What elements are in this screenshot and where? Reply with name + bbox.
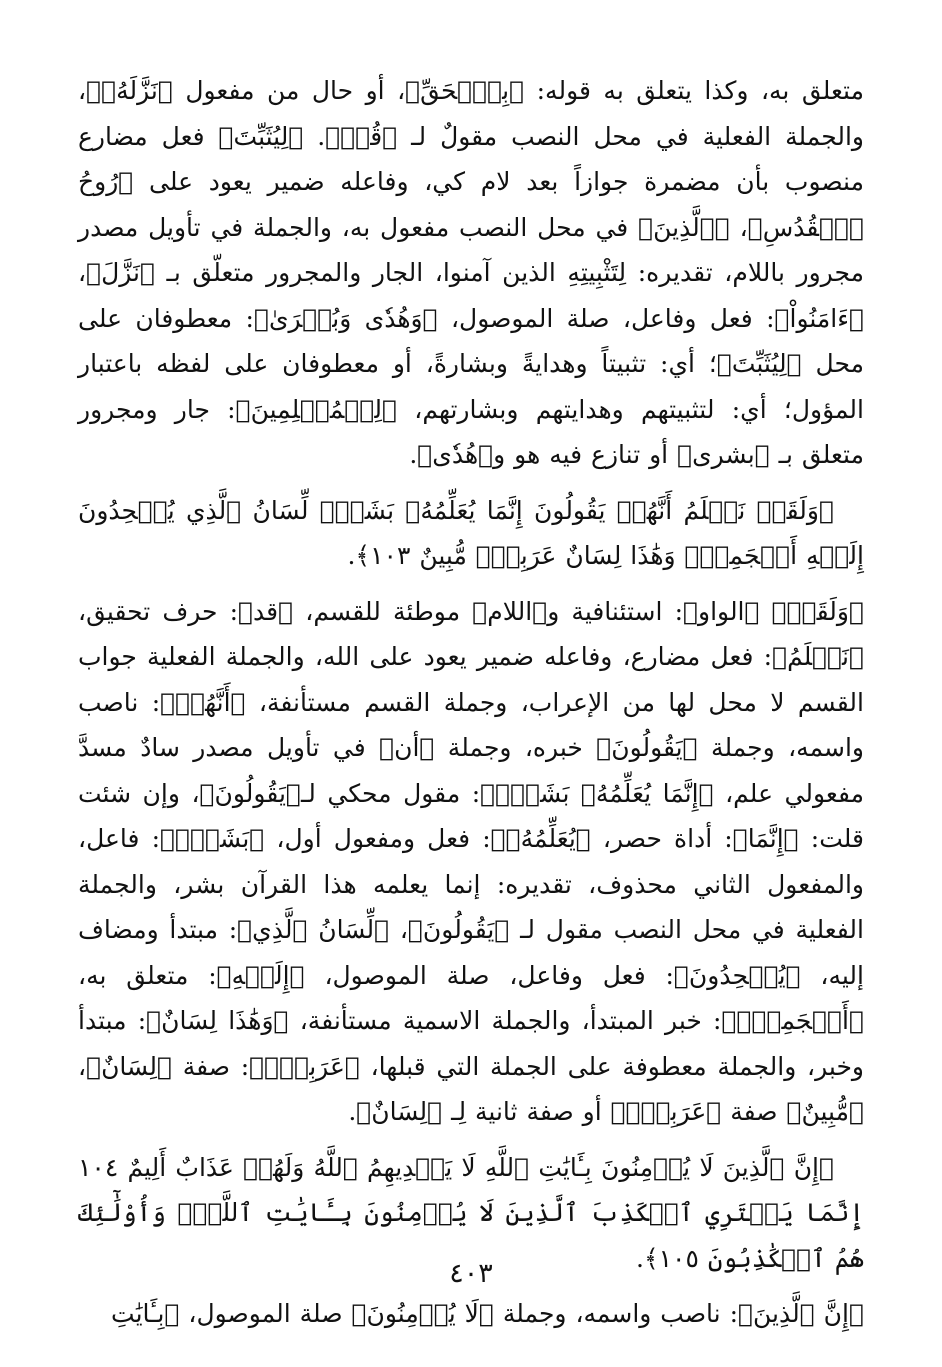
page-body: [78, 68, 864, 1337]
page-number: ٤٠٣: [449, 1258, 493, 1289]
commentary-paragraph-3: ﴿إِنَّ ٱلَّذِينَ﴾: ناصب واسمه، وجملة ﴿لَا يُؤۡمِنُونَ﴾ صلة الموصول، ﴿بِـَٔايَٰتِ: [111, 1299, 864, 1328]
commentary-paragraph-1: متعلق به، وكذا يتعلق به قوله: ﴿بِٱلۡحَقِّ﴾، أو حال من مفعول ﴿نَزَّلَهُۥ﴾، والجملة الفعلية في محل النصب مقولٌ لـ ﴿قُلۡ﴾. ﴿لِيُثَبِّتَ﴾ فعل مضارع منصوب بأن مضمرة جوازاً بعد لام كي، وفاعله ضمير يعود على ﴿رُوحُ ٱلۡقُدُسِ﴾، ﴿ٱلَّذِينَ﴾ في محل النصب مفعول به، والجملة في تأويل مصدر مجرور باللام، تقديره: لِتَثْبِيتِهِ الذين آمنوا، الجار والمجرور متعلّق بـ ﴿نَزَّلَ﴾، ﴿ءَامَنُواْ﴾: فعل وفاعل، صلة الموصول، ﴿وَهُدٗى وَبُشۡرَىٰ﴾: معطوفان على محل ﴿لِيُثَبِّتَ﴾؛ أي: تثبيتاً وهدايةً وبشارةً، أو معطوفان على لفظه باعتبار المؤول؛ أي: لتثبيتهم وهدايتهم وبشارتهم، ﴿لِلۡمُسۡلِمِينَ﴾: جار ومجرور متعلق بـ ﴿بشرى﴾ أو تنازع فيه هو و﴿هُدٗى﴾.: [78, 76, 864, 469]
paragraph-gap: [78, 478, 864, 488]
quran-verse-104-105: ﴿إِنَّ ٱلَّذِينَ لَا يُؤۡمِنُونَ بِـَٔايَٰتِ ٱللَّهِ لَا يَهۡدِيهِمُ ٱللَّهُ وَلَهُمۡ عَذَابٌ أَلِيمٌ ١٠٤ إِنَّمَا يَفۡتَرِي ٱلۡكَذِبَ ٱلَّذِينَ لَا يُؤۡمِنُونَ بِـَٔايَٰتِ ٱللَّهِۖ وَأُوْلَٰٓئِكَ هُمُ ٱلۡكَٰذِبُونَ ١٠٥﴾.: [78, 1152, 864, 1273]
paragraph-gap: [78, 1135, 864, 1145]
paragraph-gap: [78, 579, 864, 589]
quran-verse-103: ﴿وَلَقَدۡ نَعۡلَمُ أَنَّهُمۡ يَقُولُونَ إِنَّمَا يُعَلِّمُهُۥ بَشَرٞۗ لِّسَانُ ٱلَّذِي يُلۡحِدُونَ إِلَيۡهِ أَعۡجَمِيّٞ وَهَٰذَا لِسَانٌ عَرَبِيّٞ مُّبِينٌ ١٠٣﴾.: [78, 495, 864, 570]
commentary-paragraph-2: ﴿وَلَقَدۡ﴾ ﴿الواو﴾: استئنافية و﴿اللام﴾ موطئة للقسم، ﴿قد﴾: حرف تحقيق، ﴿نَعۡلَمُ﴾: فعل مضارع، وفاعله ضمير يعود على الله، والجملة الفعلية جواب القسم لا محل لها من الإعراب، وجملة القسم مستأنفة، ﴿أَنَّهُمۡ﴾: ناصب واسمه، وجملة ﴿يَقُولُونَ﴾ خبره، وجملة ﴿أن﴾ في تأويل مصدر سادٌ مسدَّ مفعولي علم، ﴿إِنَّمَا يُعَلِّمُهُۥ بَشَرٞۗ﴾: مقول محكي لـ﴿يَقُولُونَ﴾، وإن شئت قلت: ﴿إِنَّمَا﴾: أداة حصر، ﴿يُعَلِّمُهُۥ﴾: فعل ومفعول أول، ﴿بَشَرٞۗ﴾: فاعل، والمفعول الثاني محذوف، تقديره: إنما يعلمه هذا القرآن بشر، والجملة الفعلية في محل النصب مقول لـ ﴿يَقُولُونَ﴾، ﴿لِّسَانُ ٱلَّذِي﴾: مبتدأ ومضاف إليه، ﴿يُلۡحِدُونَ﴾: فعل وفاعل، صلة الموصول، ﴿إِلَيۡهِ﴾: متعلق به، ﴿أَعۡجَمِيّٞ﴾: خبر المبتدأ، والجملة الاسمية مستأنفة، ﴿وَهَٰذَا لِسَانٌ﴾: مبتدأ وخبر، والجملة معطوفة على الجملة التي قبلها، ﴿عَرَبِيّٞ﴾: صفة ﴿لِسَانٌ﴾، ﴿مُّبِينٌ﴾ صفة ﴿عَرَبِيّٞ﴾ أو صفة ثانية لِـ ﴿لِسَانٌ﴾.: [78, 596, 864, 1126]
